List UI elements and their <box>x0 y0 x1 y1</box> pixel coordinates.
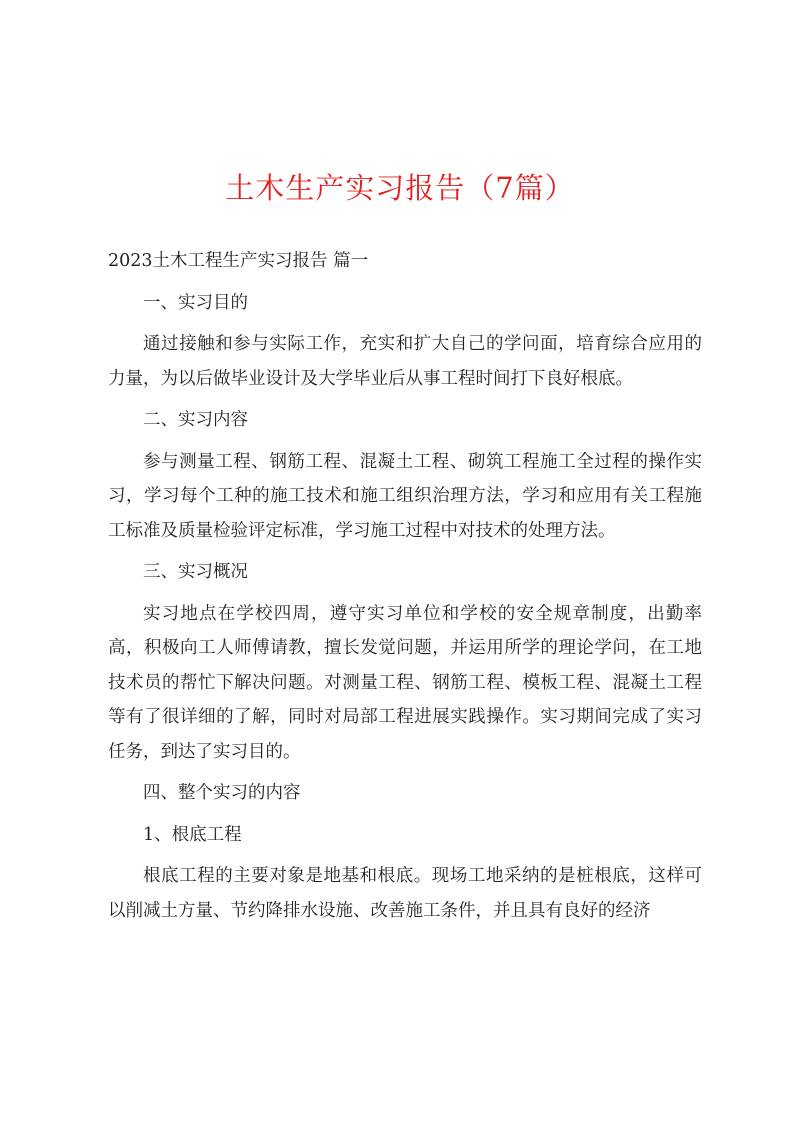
section-heading-content: 二、实习内容 <box>143 410 248 430</box>
paragraph-foundation: 根底工程的主要对象是地基和根底。现场工地采纳的是桩根底，这样可以削减土方量、节约降排水设施、改善施工条件，并且具有良好的经济 <box>108 866 702 921</box>
section-heading-full-content: 四、整个实习的内容 <box>143 783 301 803</box>
paragraph-overview: 实习地点在学校四周，遵守实习单位和学校的安全规章制度，出勤率高，积极向工人师傅请教，擅长发觉问题，并运用所学的理论学问，在工地技术员的帮忙下解决问题。对测量工程、钢筋工程、模板工程、混凝土工程等有了很详细的了解，同时对局部工程进展实践操作。实习期间完成了实习任务，到达了实习目的。 <box>108 603 702 762</box>
section-heading-overview: 三、实习概况 <box>143 562 248 582</box>
subsection-heading-foundation: 1、根底工程 <box>143 824 242 845</box>
paragraph-content: 参与测量工程、钢筋工程、混凝土工程、砌筑工程施工全过程的操作实习，学习每个工种的施工技术和施工组织治理方法，学习和应用有关工程施工标准及质量检验评定标准，学习施工过程中对技术的处理方法。 <box>108 451 702 541</box>
document-title: 土木生产实习报告（7篇） <box>225 171 575 205</box>
document-body <box>108 244 702 935</box>
paragraph-purpose: 通过接触和参与实际工作，充实和扩大自己的学问面，培育综合应用的力量，为以后做毕业设计及大学毕业后从事工程时间打下良好根底。 <box>108 334 702 389</box>
report-subtitle: 2023土木工程生产实习报告 篇一 <box>108 251 369 271</box>
section-heading-purpose: 一、实习目的 <box>143 292 248 313</box>
